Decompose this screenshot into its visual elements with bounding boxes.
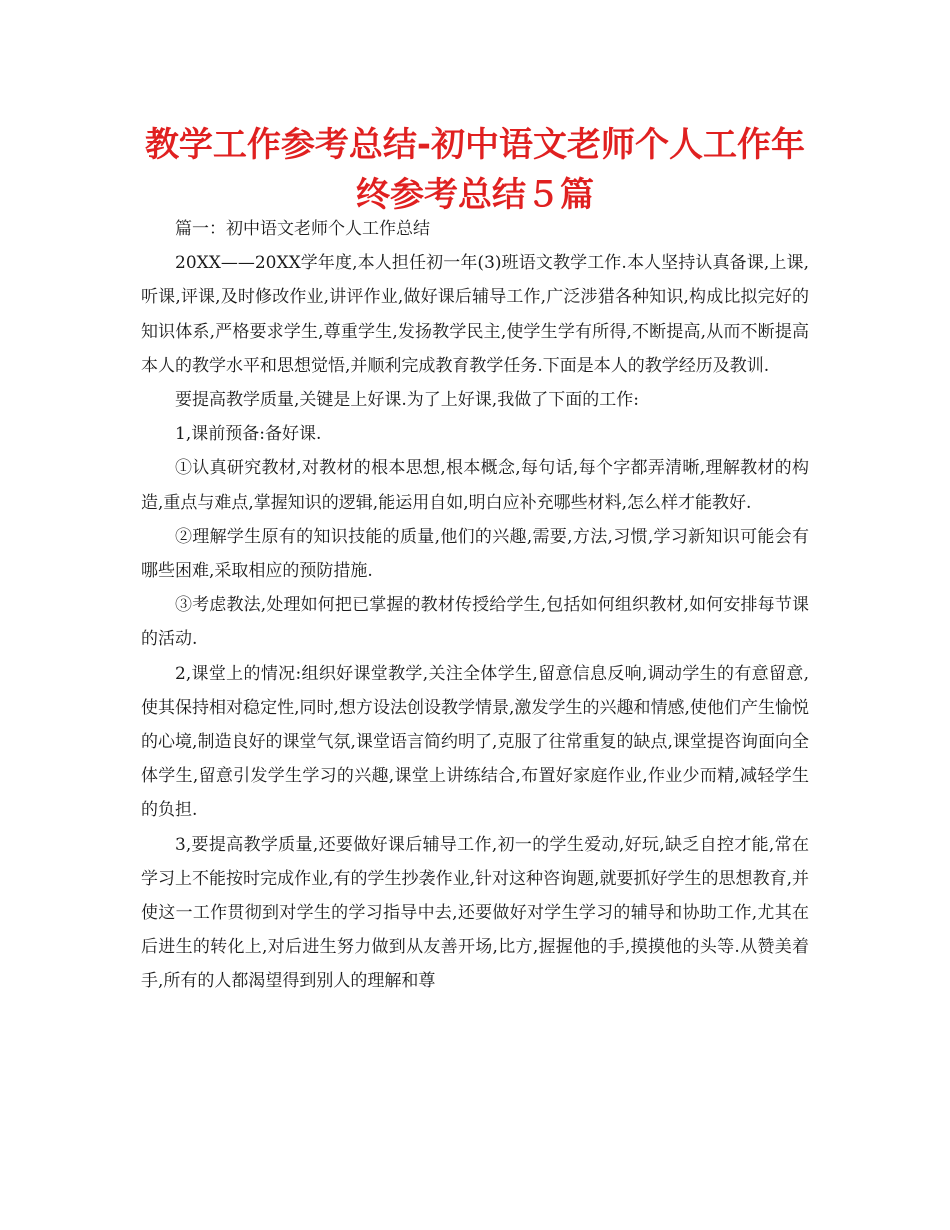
paragraph: 20XX——20XX学年度,本人担任初一年(3)班语文教学工作.本人坚持认真备课,上课,听课,评课,及时修改作业,讲评作业,做好课后辅导工作,广泛涉猎各种知识,构成比拟完好的知识体系,严格要求学生,尊重学生,发扬教学民主,使学生学有所得,不断提高,从而不断提高本人的教学水平和思想觉悟,并顺利完成教育教学任务.下面是本人的教学经历及教训. bbox=[141, 253, 809, 376]
paragraph: 2,课堂上的情况:组织好课堂教学,关注全体学生,留意信息反响,调动学生的有意留意,使其保持相对稳定性,同时,想方设法创设教学情景,激发学生的兴趣和情感,使他们产生愉悦的心境,制造良好的课堂气氛,课堂语言简约明了,克服了往常重复的缺点,课堂提咨询面向全体学生,留意引发学生学习的兴趣,课堂上讲练结合,布置好家庭作业,作业少而精,减轻学生的负担. bbox=[141, 663, 809, 821]
document-body bbox=[141, 212, 809, 999]
document-title: 教学工作参考总结-初中语文老师个人工作年终参考总结５篇 bbox=[144, 125, 806, 215]
paragraph: 3,要提高教学质量,还要做好课后辅导工作,初一的学生爱动,好玩,缺乏自控才能,常在学习上不能按时完成作业,有的学生抄袭作业,针对这种咨询题,就要抓好学生的思想教育,并使这一工作贯彻到对学生的学习指导中去,还要做好对学生学习的辅导和协助工作,尤其在后进生的转化上,对后进生努力做到从友善开场,比方,握握他的手,摸摸他的头等.从赞美着手,所有的人都渴望得到别人的理解和尊 bbox=[141, 834, 809, 992]
paragraph-heading: 篇一：初中语文老师个人工作总结 bbox=[175, 219, 430, 239]
paragraph: 要提高教学质量,关键是上好课.为了上好课,我做了下面的工作: bbox=[175, 390, 639, 411]
paragraph: ②理解学生原有的知识技能的质量,他们的兴趣,需要,方法,习惯,学习新知识可能会有哪些困难,采取相应的预防措施. bbox=[141, 526, 809, 582]
paragraph: 1,课前预备:备好课. bbox=[175, 424, 322, 445]
paragraph: ③考虑教法,处理如何把已掌握的教材传授给学生,包括如何组织教材,如何安排每节课的活动. bbox=[141, 595, 809, 650]
paragraph: ①认真研究教材,对教材的根本思想,根本概念,每句话,每个字都弄清晰,理解教材的构造,重点与难点,掌握知识的逻辑,能运用自如,明白应补充哪些材料,怎么样才能教好. bbox=[141, 458, 809, 513]
